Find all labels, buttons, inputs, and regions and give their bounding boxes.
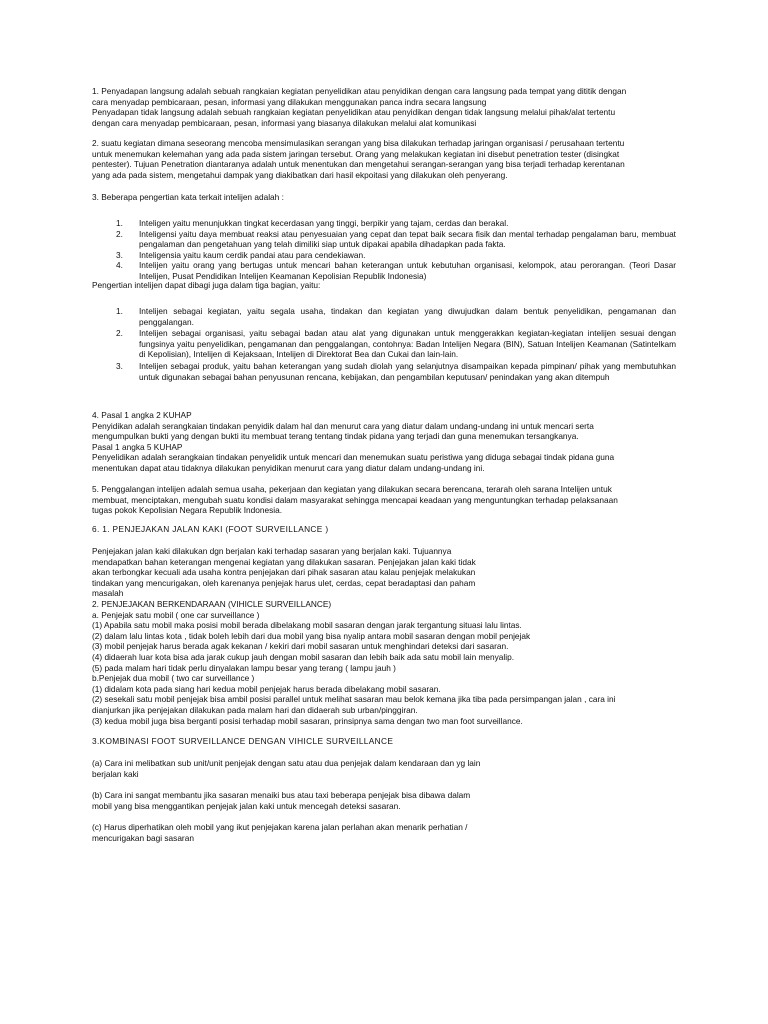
text-line: mobil yang bisa menggantikan penjejak jalan kaki untuk mencegah deteksi sasaran. [92, 800, 401, 811]
text-line: mengumpulkan bukti yang dengan bukti itu membuat terang tentang tindak pidana yang terjadi dan guna menemukan tersangkanya. [92, 431, 579, 442]
list-text: Intelijen yaitu orang yang bertugas untuk mencari bahan keterangan untuk kebutuhan organisasi, kelompok, atau perorangan. (Teori Dasar Intelijen, Pusat Pendidikan Intelijen Keamanan Kepolisian Republik Indonesia) [139, 260, 676, 281]
section-2 [92, 138, 676, 180]
heading: 6. 1. PENJEJAKAN JALAN KAKI (FOOT SURVEILLANCE ) [92, 524, 329, 534]
text-line: akan terbongkar kecuali ada usaha kontra penjejakan dari pihak sasaran atau kalau penjejak melakukan [92, 567, 476, 578]
text-line: Penyadapan tidak langsung adalah sebuah rangkaian kegiatan penyelidikan atau penyidikan dengan tidak langsung melalui pihak/alat tertentu [92, 107, 616, 118]
text-line: yang ada pada sistem, mengetahui dampak yang diakibatkan dari hasil ekpoitasi yang dilakukan oleh penyerang. [92, 169, 508, 180]
text-line: Pasal 1 angka 5 KUHAP [92, 441, 183, 452]
text-line: b.Penjejak dua mobil ( two car surveillance ) [92, 673, 255, 684]
list-number: 1. [116, 306, 123, 316]
list-item [92, 218, 676, 229]
text-line: (a) Cara ini melibatkan sub unit/unit penjejak dengan satu atau dua penjejak dalam kendaraan dan yg lain [92, 758, 481, 768]
text-line: berjalan kaki [92, 768, 139, 779]
text-line: dianjurkan jika penjejakan dilakukan pada malam hari dan didaerah sub urban/pinggiran. [92, 704, 418, 715]
section-6-heading [92, 524, 676, 535]
list-number: 4. [116, 260, 123, 271]
list-number: 3. [116, 360, 123, 371]
section-4 [92, 410, 676, 474]
list-item [92, 229, 676, 250]
text-line: mendapatkan bahan keterangan mengenai kegiatan yang dilakukan sasaran. Penjejakan jalan kaki tidak [92, 556, 476, 567]
list-text: Inteligen yaitu menunjukkan tingkat kecerdasan yang tinggi, berpikir yang tajam, cerdas dan berakal. [139, 218, 509, 228]
text-line: cara menyadap pembicaraan, pesan, informasi yang dilakukan menggunakan panca indra secara langsung [92, 96, 487, 107]
section-7-heading [92, 736, 676, 747]
text-line: tugas pokok Kepolisian Negara Republik Indonesia. [92, 505, 283, 516]
text-line: Penyidikan adalah serangkaian tindakan penyidik dalam hal dan menurut cara yang diatur dalam undang-undang ini untuk mencari serta [92, 420, 594, 431]
text-line: Pengertian intelijen dapat dibagi juga dalam tiga bagian, yaitu: [92, 280, 321, 290]
text-line: masalah [92, 588, 124, 599]
text-line: (5) pada malam hari tidak perlu dinyalakan lampu besar yang terang ( lampu jauh ) [92, 662, 396, 673]
list-text: Inteligensia yaitu kaum cerdik pandai atau para cendekiawan. [139, 249, 366, 260]
text-line: (3) kedua mobil juga bisa berganti posisi terhadap mobil sasaran, prinsipnya sama dengan two man foot surveillance. [92, 715, 523, 726]
section-7-item-b [92, 790, 676, 811]
text-line: (3) mobil penjejak harus berada agak kekanan / kekiri dari mobil sasaran untuk menghindari deteksi dari sasaran. [92, 641, 509, 652]
list-item [92, 361, 676, 382]
section-3-subheading [92, 280, 676, 291]
text-line: membuat, menciptakan, mengubah suatu kondisi dalam masyarakat sehingga mencapai keadaan yang menguntungkan terhadap pelaksanaan [92, 494, 618, 505]
section-7-item-c [92, 822, 676, 843]
text-line: 5. Penggalangan intelijen adalah semua usaha, pekerjaan dan kegiatan yang dilakukan secara berencana, terarah oleh sarana Intelijen untuk [92, 484, 612, 494]
text-line: pentester). Tujuan Penetration diantaranya adalah untuk menentukan dan mengetahui serangan-serangan yang bisa terjadi terhadap kerentanan [92, 159, 625, 170]
list-number: 3. [116, 249, 123, 260]
list-number: 2. [116, 328, 123, 339]
list-text: Inteligensi yaitu daya membuat reaksi atau penyesuaian yang cepat dan tepat baik secara fisik dan mental terhadap pengalaman baru, membuat pengalaman dan pengetahuan yang telah dimiliki siap untuk dipakai apabila dihadapkan pada fakta. [139, 228, 676, 250]
list-text: Intelijen sebagai organisasi, yaitu sebagai badan atau alat yang digunakan untuk menggerakkan kegiatan-kegiatan intelijen sesuai dengan fungsinya yaitu penyelidikan, pengamanan dan penggalangan, contohnya: Badan Intelijen Negara (BIN), Satuan Intelijen Keamanan (Satintelkam di Kepolisian), Intelijen di Kejaksaan, Intelijen di Direktorat Bea dan Cukai dan lain-lain. [139, 328, 676, 360]
text-line: mencurigakan bagi sasaran [92, 832, 194, 843]
text-line: (c) Harus diperhatikan oleh mobil yang ikut penjejakan karena jalan perlahan akan menarik perhatian / [92, 822, 468, 832]
text-line: (2) dalam lalu lintas kota , tidak boleh lebih dari dua mobil yang bisa nyalip antara mobil sasaran dengan mobil penjejak [92, 630, 531, 641]
list-text: Intelijen sebagai kegiatan, yaitu segala usaha, tindakan dan kegiatan yang diwujudkan dalam bentuk penyelidikan, pengamanan dan penggalangan. [139, 306, 676, 327]
text-line: menentukan dapat atau tidaknya dilakukan penyidikan menurut cara yang diatur dalam undang-undang ini. [92, 462, 485, 473]
section-6-body [92, 546, 676, 726]
section-5 [92, 484, 676, 516]
section-3-heading [92, 192, 676, 203]
heading: 3.KOMBINASI FOOT SURVEILLANCE DENGAN VIHICLE SURVEILLANCE [92, 736, 394, 746]
intelligence-parts-list [92, 306, 676, 382]
text-line: (1) Apabila satu mobil maka posisi mobil berada dibelakang mobil sasaran dengan jarak tergantung situasi lalu lintas. [92, 620, 522, 631]
list-item [92, 250, 676, 261]
list-number: 1. [116, 218, 123, 228]
text-line: 4. Pasal 1 angka 2 KUHAP [92, 410, 192, 420]
section-7-item-a [92, 758, 676, 779]
text-line: dengan cara menyadap pembicaraan, pesan, informasi yang biasanya dilakukan melalui alat komunikasi [92, 117, 477, 128]
list-number: 2. [116, 228, 123, 239]
text-line: (b) Cara ini sangat membantu jika sasaran menaiki bus atau taxi beberapa penjejak bisa dibawa dalam [92, 790, 471, 800]
list-text: Intelijen sebagai produk, yaitu bahan keterangan yang sudah diolah yang selanjutnya disampaikan kepada pimpinan/ pihak yang membutuhkan untuk digunakan sebagai bahan penyusunan rencana, kebijakan, dan pengambilan keputusan/ penindakan yang akan ditempuh [139, 360, 676, 382]
text-line: (1) didalam kota pada siang hari kedua mobil penjejak harus berada dibelakang mobil sasaran. [92, 683, 441, 694]
text-line: (4) didaerah luar kota bisa ada jarak cukup jauh dengan mobil sasaran dan lebih baik ada satu mobil lain menyalip. [92, 651, 515, 662]
list-item [92, 328, 676, 360]
section-1 [92, 86, 676, 128]
text-line: Penjejakan jalan kaki dilakukan dgn berjalan kaki terhadap sasaran yang berjalan kaki. Tujuannya [92, 546, 452, 556]
text-line: tindakan yang mencurigakan, oleh karenanya penjejak harus ulet, cerdas, cepat beradaptasi dan paham [92, 577, 476, 588]
subheading: 2. PENJEJAKAN BERKENDARAAN (VIHICLE SURVEILLANCE) [92, 598, 332, 609]
text-line: Penyelidikan adalah serangkaian tindakan penyelidik untuk mencari dan menemukan suatu peristiwa yang diduga sebagai tindak pidana guna [92, 452, 615, 463]
text-line: 1. Penyadapan langsung adalah sebuah rangkaian kegiatan penyelidikan atau penyidikan dengan cara langsung pada tempat yang dititik dengan [92, 86, 627, 96]
text-line: untuk menemukan kelemahan yang ada pada sistem jaringan tersebut. Orang yang melakukan kegiatan ini disebut penetration tester (disingkat [92, 148, 620, 159]
text-line: (2) sesekali satu mobil penjejak bisa ambil posisi parallel untuk melihat sasaran mau belok kemana jika tiba pada persimpangan jalan , cara ini [92, 694, 616, 705]
text-line: 2. suatu kegiatan dimana seseorang mencoba mensimulasikan serangan yang bisa dilakukan terhadap jaringan organisasi / perusahaan tertentu [92, 138, 625, 148]
list-item [92, 260, 676, 281]
heading: 3. Beberapa pengertian kata terkait intelijen adalah : [92, 192, 284, 202]
text-line: a. Penjejak satu mobil ( one car surveillance ) [92, 609, 260, 620]
list-item [92, 306, 676, 327]
definitions-list [92, 218, 676, 282]
